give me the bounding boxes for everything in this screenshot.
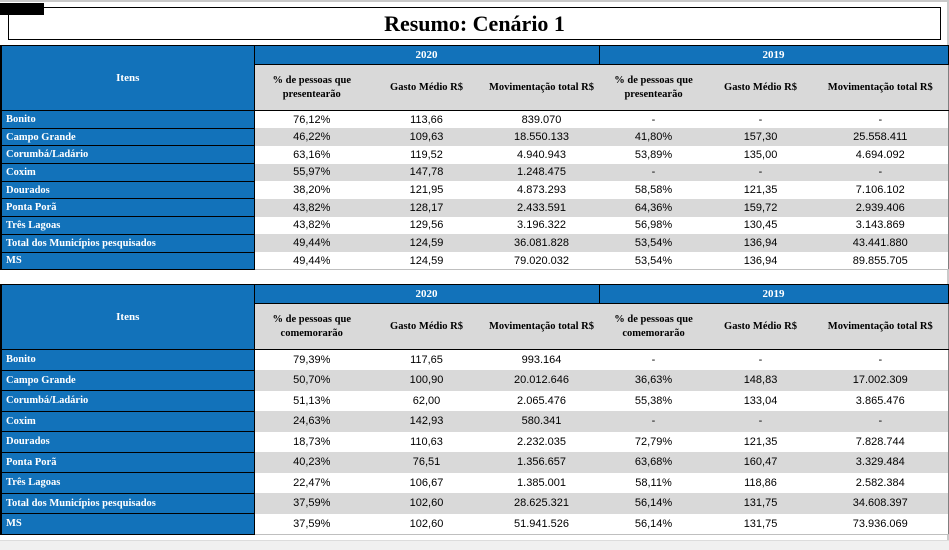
value-cell[interactable]: - [813, 111, 948, 129]
value-cell[interactable]: 136,94 [708, 234, 813, 252]
item-cell[interactable]: Bonito [1, 350, 254, 371]
table-row [1, 493, 948, 514]
table-row [1, 181, 948, 199]
value-cell[interactable]: 131,75 [708, 514, 813, 535]
item-cell[interactable]: Ponta Porã [1, 452, 254, 473]
subheader-cell[interactable]: % de pessoas que comemorarão [254, 304, 369, 350]
value-cell[interactable]: - [813, 350, 948, 371]
value-cell[interactable]: 89.855.705 [813, 252, 948, 270]
value-cell[interactable]: 148,83 [708, 370, 813, 391]
table-body [1, 111, 948, 270]
value-cell[interactable]: 124,59 [369, 234, 484, 252]
item-cell[interactable]: Campo Grande [1, 128, 254, 146]
value-cell[interactable]: 106,67 [369, 473, 484, 494]
value-cell[interactable]: 124,59 [369, 252, 484, 270]
value-cell[interactable]: 110,63 [369, 432, 484, 453]
value-cell[interactable]: 18,73% [254, 432, 369, 453]
value-cell[interactable]: 58,58% [599, 181, 708, 199]
value-cell[interactable]: - [708, 164, 813, 182]
value-cell[interactable]: 49,44% [254, 234, 369, 252]
report-title-box [8, 7, 941, 40]
value-cell[interactable]: - [599, 111, 708, 129]
table-body [1, 350, 948, 535]
value-cell[interactable]: 79.020.032 [484, 252, 599, 270]
value-cell[interactable]: 135,00 [708, 146, 813, 164]
summary-table-comemoracao [0, 284, 949, 535]
item-cell[interactable]: Dourados [1, 181, 254, 199]
value-cell[interactable]: 4.940.943 [484, 146, 599, 164]
value-cell[interactable]: 18.550.133 [484, 128, 599, 146]
value-cell[interactable]: 142,93 [369, 411, 484, 432]
value-cell[interactable]: 76,51 [369, 452, 484, 473]
subheader-cell[interactable]: % de pessoas que comemorarão [599, 304, 708, 350]
value-cell[interactable]: 22,47% [254, 473, 369, 494]
value-cell[interactable]: 73.936.069 [813, 514, 948, 535]
itens-header-cell[interactable]: Itens [1, 46, 254, 111]
value-cell[interactable]: 121,35 [708, 432, 813, 453]
table-row [1, 514, 948, 535]
value-cell[interactable]: 121,95 [369, 181, 484, 199]
subheader-cell[interactable]: Gasto Médio R$ [708, 65, 813, 111]
item-cell[interactable]: Coxim [1, 411, 254, 432]
value-cell[interactable]: 50,70% [254, 370, 369, 391]
value-cell[interactable]: - [599, 164, 708, 182]
item-cell[interactable]: Ponta Porã [1, 199, 254, 217]
value-cell[interactable]: 119,52 [369, 146, 484, 164]
table-row [1, 350, 948, 371]
item-cell[interactable]: Dourados [1, 432, 254, 453]
item-cell[interactable]: Corumbá/Ladário [1, 146, 254, 164]
subheader-cell[interactable]: Movimentação total R$ [813, 65, 948, 111]
value-cell[interactable]: 580.341 [484, 411, 599, 432]
item-cell[interactable]: Total dos Municípios pesquisados [1, 234, 254, 252]
year-2020-header-cell[interactable]: 2020 [254, 285, 599, 304]
subheader-cell[interactable]: Movimentação total R$ [484, 304, 599, 350]
value-cell[interactable]: 41,80% [599, 128, 708, 146]
value-cell[interactable]: 34.608.397 [813, 493, 948, 514]
table-row [1, 452, 948, 473]
value-cell[interactable]: 55,97% [254, 164, 369, 182]
value-cell[interactable]: 3.865.476 [813, 391, 948, 412]
value-cell[interactable]: 24,63% [254, 411, 369, 432]
value-cell[interactable]: 147,78 [369, 164, 484, 182]
value-cell[interactable]: 25.558.411 [813, 128, 948, 146]
value-cell[interactable]: 76,12% [254, 111, 369, 129]
value-cell[interactable]: - [813, 164, 948, 182]
value-cell[interactable]: 46,22% [254, 128, 369, 146]
item-cell[interactable]: MS [1, 514, 254, 535]
value-cell[interactable]: 2.939.406 [813, 199, 948, 217]
screenshot-top-border [0, 0, 949, 2]
value-cell[interactable]: 1.356.657 [484, 452, 599, 473]
page-title: Resumo: Cenário 1 [384, 10, 565, 36]
value-cell[interactable]: - [599, 411, 708, 432]
value-cell[interactable]: 20.012.646 [484, 370, 599, 391]
value-cell[interactable]: 3.196.322 [484, 217, 599, 235]
value-cell[interactable]: 130,45 [708, 217, 813, 235]
value-cell[interactable]: 113,66 [369, 111, 484, 129]
value-cell[interactable]: 3.329.484 [813, 452, 948, 473]
table-row [1, 252, 948, 270]
itens-header-cell[interactable]: Itens [1, 285, 254, 350]
value-cell[interactable]: 2.582.384 [813, 473, 948, 494]
value-cell[interactable]: 128,17 [369, 199, 484, 217]
value-cell[interactable]: 72,79% [599, 432, 708, 453]
value-cell[interactable]: 58,11% [599, 473, 708, 494]
value-cell[interactable]: - [813, 411, 948, 432]
value-cell[interactable]: 38,20% [254, 181, 369, 199]
item-cell[interactable]: MS [1, 252, 254, 270]
table-row [1, 411, 948, 432]
value-cell[interactable]: 7.106.102 [813, 181, 948, 199]
value-cell[interactable]: 53,89% [599, 146, 708, 164]
value-cell[interactable]: 839.070 [484, 111, 599, 129]
value-cell[interactable]: - [708, 411, 813, 432]
item-cell[interactable]: Corumbá/Ladário [1, 391, 254, 412]
value-cell[interactable]: 36.081.828 [484, 234, 599, 252]
table-row [1, 146, 948, 164]
subheader-cell[interactable]: Gasto Médio R$ [369, 304, 484, 350]
value-cell[interactable]: 63,68% [599, 452, 708, 473]
table-row [1, 199, 948, 217]
value-cell[interactable]: 64,36% [599, 199, 708, 217]
value-cell[interactable]: 100,90 [369, 370, 484, 391]
table-row [1, 473, 948, 494]
value-cell[interactable]: 4.873.293 [484, 181, 599, 199]
subheader-cell[interactable]: % de pessoas que presentearão [254, 65, 369, 111]
value-cell[interactable]: 3.143.869 [813, 217, 948, 235]
table-row [1, 128, 948, 146]
value-cell[interactable]: 136,94 [708, 252, 813, 270]
value-cell[interactable]: 109,63 [369, 128, 484, 146]
value-cell[interactable]: 43.441.880 [813, 234, 948, 252]
value-cell[interactable]: - [599, 350, 708, 371]
value-cell[interactable]: 102,60 [369, 493, 484, 514]
value-cell[interactable]: 2.065.476 [484, 391, 599, 412]
item-cell[interactable]: Bonito [1, 111, 254, 129]
value-cell[interactable]: 37,59% [254, 493, 369, 514]
value-cell[interactable]: - [708, 350, 813, 371]
value-cell[interactable]: 118,86 [708, 473, 813, 494]
table-row [1, 164, 948, 182]
item-cell[interactable]: Três Lagoas [1, 473, 254, 494]
value-cell[interactable]: - [708, 111, 813, 129]
value-cell[interactable]: 121,35 [708, 181, 813, 199]
item-cell[interactable]: Total dos Municípios pesquisados [1, 493, 254, 514]
value-cell[interactable]: 159,72 [708, 199, 813, 217]
subheader-cell[interactable]: Movimentação total R$ [813, 304, 948, 350]
value-cell[interactable]: 56,14% [599, 514, 708, 535]
value-cell[interactable]: 36,63% [599, 370, 708, 391]
value-cell[interactable]: 62,00 [369, 391, 484, 412]
value-cell[interactable]: 55,38% [599, 391, 708, 412]
table-row [1, 370, 948, 391]
value-cell[interactable]: 993.164 [484, 350, 599, 371]
table-row [1, 432, 948, 453]
table-row [1, 391, 948, 412]
value-cell[interactable]: 49,44% [254, 252, 369, 270]
subheader-cell[interactable]: Movimentação total R$ [484, 65, 599, 111]
value-cell[interactable]: 53,54% [599, 234, 708, 252]
value-cell[interactable]: 43,82% [254, 217, 369, 235]
value-cell[interactable]: 129,56 [369, 217, 484, 235]
value-cell[interactable]: 43,82% [254, 199, 369, 217]
value-cell[interactable]: 51,13% [254, 391, 369, 412]
value-cell[interactable]: 40,23% [254, 452, 369, 473]
value-cell[interactable]: 131,75 [708, 493, 813, 514]
table-row [1, 111, 948, 129]
value-cell[interactable]: 37,59% [254, 514, 369, 535]
value-cell[interactable]: 1.385.001 [484, 473, 599, 494]
value-cell[interactable]: 1.248.475 [484, 164, 599, 182]
value-cell[interactable]: 79,39% [254, 350, 369, 371]
value-cell[interactable]: 63,16% [254, 146, 369, 164]
value-cell[interactable]: 2.232.035 [484, 432, 599, 453]
value-cell[interactable]: 56,14% [599, 493, 708, 514]
value-cell[interactable]: 160,47 [708, 452, 813, 473]
value-cell[interactable]: 4.694.092 [813, 146, 948, 164]
table-row [1, 234, 948, 252]
item-cell[interactable]: Coxim [1, 164, 254, 182]
value-cell[interactable]: 51.941.526 [484, 514, 599, 535]
item-cell[interactable]: Três Lagoas [1, 217, 254, 235]
subheader-cell[interactable]: Gasto Médio R$ [369, 65, 484, 111]
value-cell[interactable]: 53,54% [599, 252, 708, 270]
subheader-cell[interactable]: % de pessoas que presentearão [599, 65, 708, 111]
summary-table-presentes [0, 45, 949, 270]
value-cell[interactable]: 28.625.321 [484, 493, 599, 514]
value-cell[interactable]: 102,60 [369, 514, 484, 535]
year-2019-header-cell[interactable]: 2019 [599, 285, 948, 304]
year-2020-header-cell[interactable]: 2020 [254, 46, 599, 65]
value-cell[interactable]: 56,98% [599, 217, 708, 235]
table-row [1, 217, 948, 235]
value-cell[interactable]: 7.828.744 [813, 432, 948, 453]
item-cell[interactable]: Campo Grande [1, 370, 254, 391]
value-cell[interactable]: 117,65 [369, 350, 484, 371]
value-cell[interactable]: 157,30 [708, 128, 813, 146]
subheader-cell[interactable]: Gasto Médio R$ [708, 304, 813, 350]
year-2019-header-cell[interactable]: 2019 [599, 46, 948, 65]
value-cell[interactable]: 133,04 [708, 391, 813, 412]
value-cell[interactable]: 17.002.309 [813, 370, 948, 391]
value-cell[interactable]: 2.433.591 [484, 199, 599, 217]
